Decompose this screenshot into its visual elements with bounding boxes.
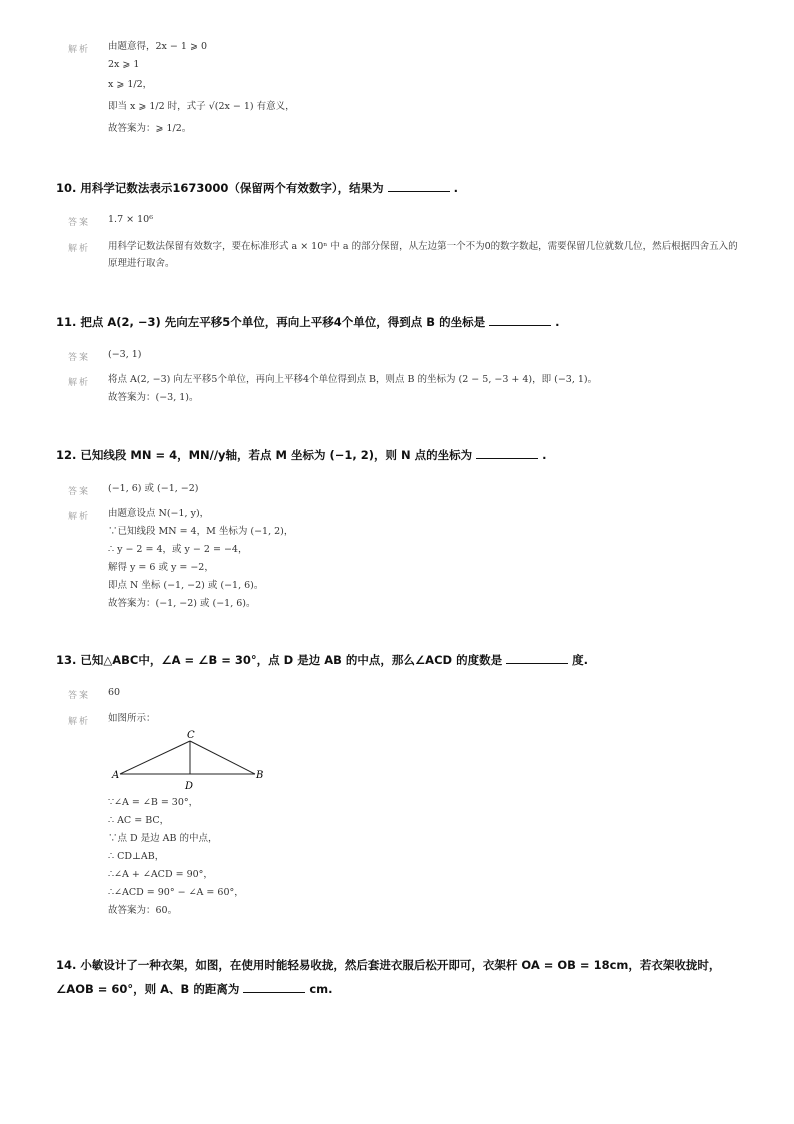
- answer-label: 答案: [68, 691, 91, 701]
- analysis-line: ∵已知线段 MN = 4，M 坐标为 (−1, 2)，: [108, 526, 294, 537]
- question-tail: 度.: [572, 653, 588, 667]
- question-text: 14. 小敏设计了一种衣架，如图，在使用时能轻易收拢，然后套进衣服后松开即可，衣架杆 OA = OB = 18cm，若衣架收拢时，∠AOB = 60°，则 A、B 的距离为: [56, 958, 721, 996]
- analysis-line: 2x ⩾ 1: [108, 59, 140, 70]
- analysis-line: 故答案为：60。: [108, 905, 178, 916]
- question-tail: .: [453, 181, 459, 195]
- answer-label: 答案: [68, 353, 91, 363]
- question-text: 10. 用科学记数法表示1673000（保留两个有效数字），结果为: [56, 181, 384, 195]
- analysis-label: 解析: [68, 244, 91, 254]
- analysis-line: ∵点 D 是边 AB 的中点，: [108, 833, 218, 844]
- vertex-label-b: B: [256, 770, 264, 781]
- answer-blank: [506, 653, 568, 664]
- question-10: [56, 180, 458, 196]
- analysis-line: 故答案为：(−3, 1)。: [108, 392, 199, 403]
- analysis-line: ∴∠A + ∠ACD = 90°，: [108, 869, 213, 880]
- analysis-line: 即当 x ⩾ 1/2 时，式子 √(2x − 1) 有意义，: [108, 101, 295, 112]
- question-text: 13. 已知△ABC中，∠A = ∠B = 30°，点 D 是边 AB 的中点，那么∠ACD 的度数是: [56, 653, 503, 667]
- analysis-label: 解析: [68, 717, 91, 727]
- analysis-line: ∴ CD⊥AB，: [108, 851, 165, 862]
- analysis-label: 解析: [68, 512, 91, 522]
- answer-blank: [489, 315, 551, 326]
- analysis-line: ∵∠A = ∠B = 30°，: [108, 797, 199, 808]
- question-13: [56, 652, 588, 668]
- analysis-line: ∴ y − 2 = 4，或 y − 2 = −4，: [108, 544, 248, 555]
- answer-value: 1.7 × 10⁶: [108, 214, 154, 225]
- answer-value: (−3, 1): [108, 349, 142, 360]
- analysis-line: x ⩾ 1/2，: [108, 79, 153, 90]
- question-11: [56, 314, 559, 330]
- answer-blank: [243, 982, 305, 993]
- segment-bc: [190, 741, 255, 774]
- analysis-line: 故答案为：⩾ 1/2。: [108, 123, 192, 134]
- question-tail: .: [555, 315, 560, 329]
- answer-blank: [388, 181, 450, 192]
- vertex-label-d: D: [185, 781, 194, 792]
- question-14: [56, 953, 736, 1001]
- analysis-intro: 如图所示：: [108, 713, 156, 724]
- analysis-line: ∴∠ACD = 90° − ∠A = 60°，: [108, 887, 244, 898]
- vertex-label-c: C: [187, 730, 195, 741]
- answer-label: 答案: [68, 487, 91, 497]
- vertex-label-a: A: [112, 770, 120, 781]
- answer-value: (−1, 6) 或 (−1, −2): [108, 483, 199, 494]
- analysis-label: 解析: [68, 45, 91, 55]
- question-tail: cm.: [309, 982, 333, 996]
- question-tail: .: [542, 448, 547, 462]
- analysis-line: ∴ AC = BC，: [108, 815, 170, 826]
- analysis-line: 故答案为：(−1, −2) 或 (−1, 6)。: [108, 598, 256, 609]
- analysis-line: 解得 y = 6 或 y = −2，: [108, 562, 214, 573]
- analysis-line: 即点 N 坐标 (−1, −2) 或 (−1, 6)。: [108, 580, 264, 591]
- question-12: [56, 447, 547, 463]
- answer-label: 答案: [68, 218, 91, 228]
- analysis-text: 用科学记数法保留有效数字，要在标准形式 a × 10ⁿ 中 a 的部分保留，从左边第一个不为0的数字数起，需要保留几位就数几位，然后根据四舍五入的原理进行取舍。: [108, 241, 738, 269]
- analysis-line: 由题意设点 N(−1, y)，: [108, 508, 210, 519]
- answer-value: 60: [108, 687, 121, 698]
- question-text: 12. 已知线段 MN = 4，MN//y轴，若点 M 坐标为 (−1, 2)，则 N 点的坐标为: [56, 448, 473, 462]
- segment-ac: [120, 741, 190, 774]
- triangle-diagram: [110, 728, 270, 792]
- answer-blank: [476, 448, 538, 459]
- analysis-line: 将点 A(2, −3) 向左平移5个单位，再向上平移4个单位得到点 B，则点 B 的坐标为 (2 − 5, −3 + 4)，即 (−3, 1)。: [108, 374, 598, 385]
- analysis-line: 由题意得，2x − 1 ⩾ 0: [108, 41, 207, 52]
- analysis-label: 解析: [68, 378, 91, 388]
- question-text: 11. 把点 A(2, −3) 先向左平移5个单位，再向上平移4个单位，得到点 B 的坐标是: [56, 315, 486, 329]
